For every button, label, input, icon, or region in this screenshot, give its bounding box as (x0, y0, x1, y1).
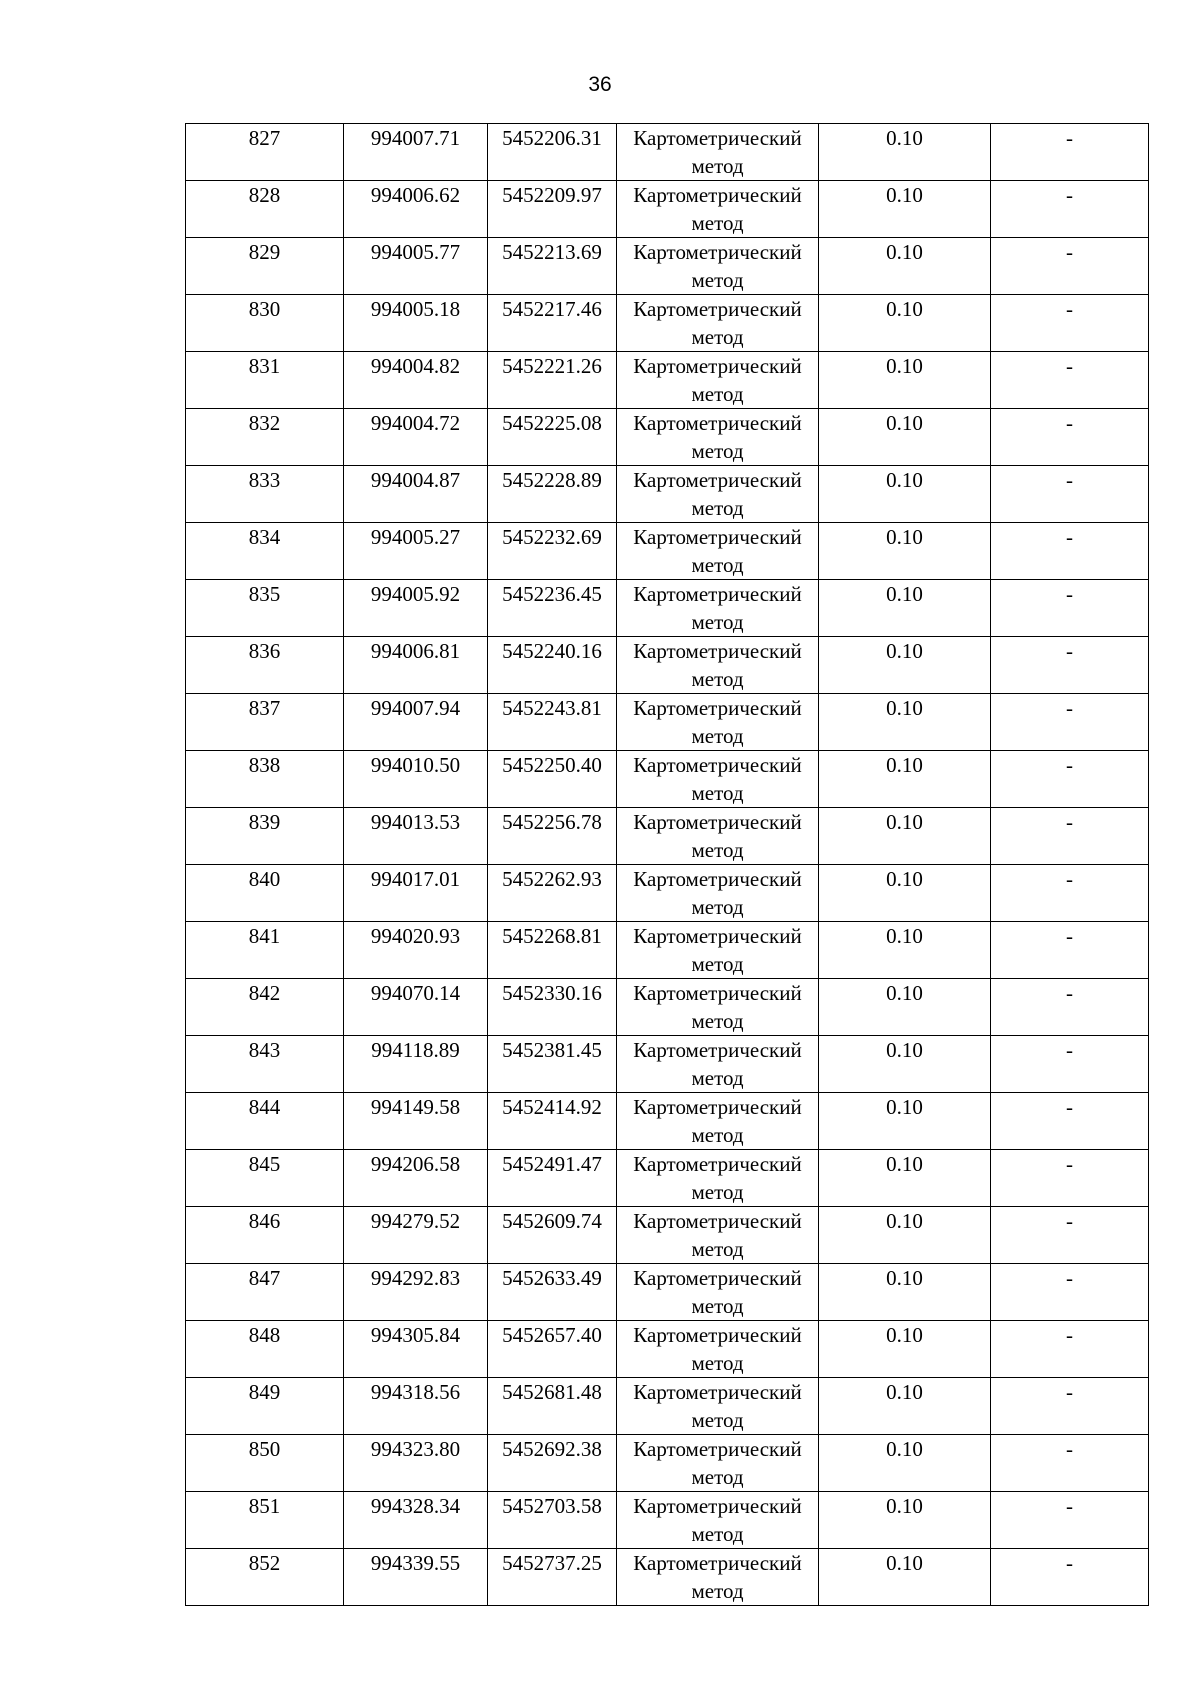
note-cell: - (991, 808, 1149, 865)
table-row (186, 1549, 1149, 1606)
accuracy-cell: 0.10 (819, 1207, 991, 1264)
method-cell: Картометрический метод (617, 295, 819, 352)
x-coordinate-cell: 994328.34 (344, 1492, 488, 1549)
point-number-cell: 846 (186, 1207, 344, 1264)
y-coordinate-cell: 5452681.48 (488, 1378, 617, 1435)
method-cell: Картометрический метод (617, 1093, 819, 1150)
x-coordinate-cell: 994305.84 (344, 1321, 488, 1378)
table-row (186, 808, 1149, 865)
method-cell: Картометрический метод (617, 1549, 819, 1606)
method-cell: Картометрический метод (617, 751, 819, 808)
y-coordinate-cell: 5452250.40 (488, 751, 617, 808)
x-coordinate-cell: 994004.87 (344, 466, 488, 523)
note-cell: - (991, 1036, 1149, 1093)
table-row (186, 865, 1149, 922)
y-coordinate-cell: 5452256.78 (488, 808, 617, 865)
table-row (186, 922, 1149, 979)
x-coordinate-cell: 994206.58 (344, 1150, 488, 1207)
table-row (186, 352, 1149, 409)
point-number-cell: 832 (186, 409, 344, 466)
table-row (186, 409, 1149, 466)
y-coordinate-cell: 5452213.69 (488, 238, 617, 295)
point-number-cell: 827 (186, 124, 344, 181)
point-number-cell: 837 (186, 694, 344, 751)
table-row (186, 181, 1149, 238)
coordinates-table (185, 123, 1149, 1606)
table-row (186, 1321, 1149, 1378)
table-row (186, 466, 1149, 523)
accuracy-cell: 0.10 (819, 466, 991, 523)
point-number-cell: 836 (186, 637, 344, 694)
accuracy-cell: 0.10 (819, 1378, 991, 1435)
point-number-cell: 839 (186, 808, 344, 865)
y-coordinate-cell: 5452703.58 (488, 1492, 617, 1549)
method-cell: Картометрический метод (617, 1492, 819, 1549)
note-cell: - (991, 124, 1149, 181)
accuracy-cell: 0.10 (819, 1093, 991, 1150)
x-coordinate-cell: 994005.18 (344, 295, 488, 352)
x-coordinate-cell: 994013.53 (344, 808, 488, 865)
accuracy-cell: 0.10 (819, 979, 991, 1036)
y-coordinate-cell: 5452206.31 (488, 124, 617, 181)
point-number-cell: 838 (186, 751, 344, 808)
y-coordinate-cell: 5452609.74 (488, 1207, 617, 1264)
method-cell: Картометрический метод (617, 124, 819, 181)
y-coordinate-cell: 5452381.45 (488, 1036, 617, 1093)
method-cell: Картометрический метод (617, 1150, 819, 1207)
table-row (186, 523, 1149, 580)
method-cell: Картометрический метод (617, 238, 819, 295)
x-coordinate-cell: 994020.93 (344, 922, 488, 979)
note-cell: - (991, 352, 1149, 409)
accuracy-cell: 0.10 (819, 124, 991, 181)
method-cell: Картометрический метод (617, 409, 819, 466)
table-row (186, 694, 1149, 751)
y-coordinate-cell: 5452633.49 (488, 1264, 617, 1321)
note-cell: - (991, 751, 1149, 808)
y-coordinate-cell: 5452414.92 (488, 1093, 617, 1150)
method-cell: Картометрический метод (617, 865, 819, 922)
accuracy-cell: 0.10 (819, 352, 991, 409)
accuracy-cell: 0.10 (819, 409, 991, 466)
y-coordinate-cell: 5452217.46 (488, 295, 617, 352)
accuracy-cell: 0.10 (819, 922, 991, 979)
x-coordinate-cell: 994006.81 (344, 637, 488, 694)
accuracy-cell: 0.10 (819, 238, 991, 295)
point-number-cell: 849 (186, 1378, 344, 1435)
y-coordinate-cell: 5452243.81 (488, 694, 617, 751)
point-number-cell: 829 (186, 238, 344, 295)
method-cell: Картометрический метод (617, 922, 819, 979)
method-cell: Картометрический метод (617, 1378, 819, 1435)
coordinates-table-body (186, 124, 1149, 1606)
table-row (186, 1093, 1149, 1150)
accuracy-cell: 0.10 (819, 1492, 991, 1549)
method-cell: Картометрический метод (617, 1207, 819, 1264)
point-number-cell: 842 (186, 979, 344, 1036)
note-cell: - (991, 694, 1149, 751)
table-row (186, 1492, 1149, 1549)
accuracy-cell: 0.10 (819, 580, 991, 637)
point-number-cell: 835 (186, 580, 344, 637)
note-cell: - (991, 979, 1149, 1036)
table-row (186, 1435, 1149, 1492)
y-coordinate-cell: 5452232.69 (488, 523, 617, 580)
x-coordinate-cell: 994005.27 (344, 523, 488, 580)
method-cell: Картометрический метод (617, 352, 819, 409)
note-cell: - (991, 865, 1149, 922)
table-row (186, 124, 1149, 181)
point-number-cell: 851 (186, 1492, 344, 1549)
accuracy-cell: 0.10 (819, 637, 991, 694)
table-row (186, 979, 1149, 1036)
note-cell: - (991, 922, 1149, 979)
accuracy-cell: 0.10 (819, 865, 991, 922)
x-coordinate-cell: 994004.82 (344, 352, 488, 409)
accuracy-cell: 0.10 (819, 1435, 991, 1492)
point-number-cell: 845 (186, 1150, 344, 1207)
y-coordinate-cell: 5452221.26 (488, 352, 617, 409)
note-cell: - (991, 1093, 1149, 1150)
note-cell: - (991, 580, 1149, 637)
note-cell: - (991, 295, 1149, 352)
x-coordinate-cell: 994005.92 (344, 580, 488, 637)
point-number-cell: 840 (186, 865, 344, 922)
x-coordinate-cell: 994339.55 (344, 1549, 488, 1606)
note-cell: - (991, 238, 1149, 295)
point-number-cell: 843 (186, 1036, 344, 1093)
point-number-cell: 841 (186, 922, 344, 979)
method-cell: Картометрический метод (617, 1264, 819, 1321)
point-number-cell: 852 (186, 1549, 344, 1606)
x-coordinate-cell: 994070.14 (344, 979, 488, 1036)
x-coordinate-cell: 994292.83 (344, 1264, 488, 1321)
x-coordinate-cell: 994006.62 (344, 181, 488, 238)
accuracy-cell: 0.10 (819, 1264, 991, 1321)
method-cell: Картометрический метод (617, 466, 819, 523)
x-coordinate-cell: 994007.94 (344, 694, 488, 751)
table-row (186, 580, 1149, 637)
point-number-cell: 834 (186, 523, 344, 580)
accuracy-cell: 0.10 (819, 808, 991, 865)
table-row (186, 1378, 1149, 1435)
y-coordinate-cell: 5452228.89 (488, 466, 617, 523)
method-cell: Картометрический метод (617, 1036, 819, 1093)
accuracy-cell: 0.10 (819, 523, 991, 580)
x-coordinate-cell: 994017.01 (344, 865, 488, 922)
method-cell: Картометрический метод (617, 181, 819, 238)
table-row (186, 1264, 1149, 1321)
note-cell: - (991, 1321, 1149, 1378)
accuracy-cell: 0.10 (819, 181, 991, 238)
method-cell: Картометрический метод (617, 1321, 819, 1378)
point-number-cell: 844 (186, 1093, 344, 1150)
point-number-cell: 831 (186, 352, 344, 409)
table-row (186, 1036, 1149, 1093)
y-coordinate-cell: 5452268.81 (488, 922, 617, 979)
point-number-cell: 833 (186, 466, 344, 523)
note-cell: - (991, 1207, 1149, 1264)
table-row (186, 1150, 1149, 1207)
y-coordinate-cell: 5452262.93 (488, 865, 617, 922)
note-cell: - (991, 1492, 1149, 1549)
note-cell: - (991, 1378, 1149, 1435)
accuracy-cell: 0.10 (819, 295, 991, 352)
note-cell: - (991, 1549, 1149, 1606)
point-number-cell: 830 (186, 295, 344, 352)
method-cell: Картометрический метод (617, 637, 819, 694)
table-row (186, 1207, 1149, 1264)
point-number-cell: 850 (186, 1435, 344, 1492)
x-coordinate-cell: 994007.71 (344, 124, 488, 181)
accuracy-cell: 0.10 (819, 1549, 991, 1606)
y-coordinate-cell: 5452236.45 (488, 580, 617, 637)
table-row (186, 238, 1149, 295)
x-coordinate-cell: 994005.77 (344, 238, 488, 295)
method-cell: Картометрический метод (617, 1435, 819, 1492)
x-coordinate-cell: 994323.80 (344, 1435, 488, 1492)
point-number-cell: 828 (186, 181, 344, 238)
x-coordinate-cell: 994149.58 (344, 1093, 488, 1150)
x-coordinate-cell: 994010.50 (344, 751, 488, 808)
y-coordinate-cell: 5452491.47 (488, 1150, 617, 1207)
y-coordinate-cell: 5452737.25 (488, 1549, 617, 1606)
method-cell: Картометрический метод (617, 523, 819, 580)
note-cell: - (991, 523, 1149, 580)
note-cell: - (991, 1264, 1149, 1321)
table-row (186, 637, 1149, 694)
y-coordinate-cell: 5452657.40 (488, 1321, 617, 1378)
table-row (186, 751, 1149, 808)
accuracy-cell: 0.10 (819, 1321, 991, 1378)
note-cell: - (991, 181, 1149, 238)
table-row (186, 295, 1149, 352)
accuracy-cell: 0.10 (819, 694, 991, 751)
note-cell: - (991, 409, 1149, 466)
note-cell: - (991, 1150, 1149, 1207)
x-coordinate-cell: 994318.56 (344, 1378, 488, 1435)
method-cell: Картометрический метод (617, 580, 819, 637)
note-cell: - (991, 1435, 1149, 1492)
y-coordinate-cell: 5452240.16 (488, 637, 617, 694)
note-cell: - (991, 466, 1149, 523)
x-coordinate-cell: 994004.72 (344, 409, 488, 466)
accuracy-cell: 0.10 (819, 1036, 991, 1093)
y-coordinate-cell: 5452225.08 (488, 409, 617, 466)
accuracy-cell: 0.10 (819, 751, 991, 808)
method-cell: Картометрический метод (617, 694, 819, 751)
point-number-cell: 848 (186, 1321, 344, 1378)
method-cell: Картометрический метод (617, 808, 819, 865)
y-coordinate-cell: 5452330.16 (488, 979, 617, 1036)
point-number-cell: 847 (186, 1264, 344, 1321)
x-coordinate-cell: 994279.52 (344, 1207, 488, 1264)
page-number: 36 (588, 73, 612, 96)
note-cell: - (991, 637, 1149, 694)
method-cell: Картометрический метод (617, 979, 819, 1036)
y-coordinate-cell: 5452209.97 (488, 181, 617, 238)
x-coordinate-cell: 994118.89 (344, 1036, 488, 1093)
y-coordinate-cell: 5452692.38 (488, 1435, 617, 1492)
accuracy-cell: 0.10 (819, 1150, 991, 1207)
